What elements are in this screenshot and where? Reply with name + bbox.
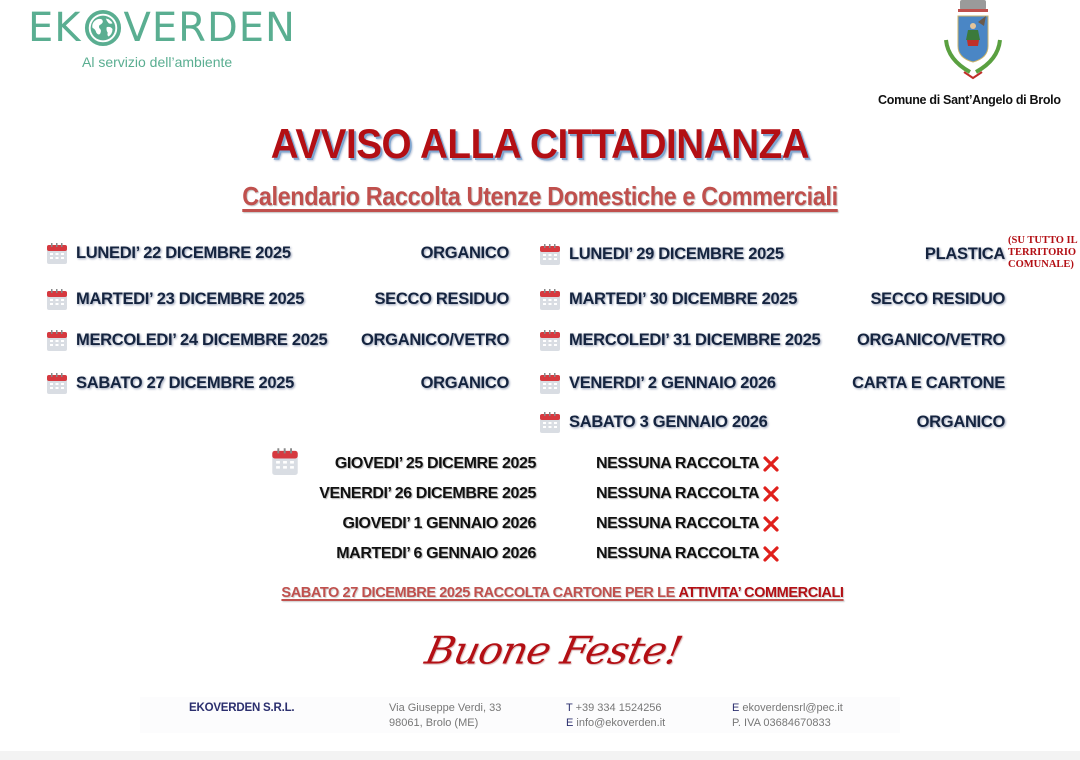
page-subtitle bbox=[54, 181, 1026, 212]
commercial-notice bbox=[0, 585, 1080, 601]
schedule-date: MARTEDI’ 23 DICEMBRE 2025 bbox=[76, 289, 305, 308]
no-collection-date: GIOVEDI’ 25 DICEMRE 2025 bbox=[334, 455, 536, 472]
plastica-note: (SU TUTTO IL TERRITORIO COMUNALE) bbox=[1008, 235, 1078, 270]
calendar-icon bbox=[47, 329, 67, 351]
calendar-icon bbox=[47, 242, 67, 264]
cross-icon bbox=[762, 485, 780, 503]
calendar-icon bbox=[540, 372, 560, 394]
ekoverden-logo bbox=[28, 4, 296, 52]
waste-type: ORGANICO bbox=[420, 373, 509, 392]
status-text: NESSUNA RACCOLTA bbox=[596, 545, 760, 562]
schedule-row bbox=[540, 287, 1005, 311]
footer-pec[interactable]: ekoverdensrl@pec.it bbox=[742, 702, 843, 714]
calendar-icon bbox=[540, 243, 560, 265]
no-collection-status bbox=[596, 515, 780, 533]
schedule-row bbox=[540, 328, 1005, 352]
calendar-icon bbox=[540, 411, 560, 433]
footer-legal bbox=[732, 701, 843, 731]
address-line-1: Via Giuseppe Verdi, 33 bbox=[389, 702, 502, 714]
schedule-date: LUNEDI’ 22 DICEMBRE 2025 bbox=[76, 243, 291, 262]
no-collection-date: GIOVEDI’ 1 GENNAIO 2026 bbox=[342, 515, 536, 532]
bottom-strip bbox=[0, 751, 1080, 760]
schedule-date: LUNEDI’ 29 DICEMBRE 2025 bbox=[569, 244, 784, 263]
footer-company: EKOVERDEN S.R.L. bbox=[189, 702, 295, 714]
no-collection-date: MARTEDI’ 6 GENNAIO 2026 bbox=[336, 545, 536, 562]
schedule-row bbox=[47, 287, 509, 311]
cross-icon bbox=[762, 545, 780, 563]
greeting: Buone Feste! bbox=[421, 629, 686, 673]
commercial-notice-prefix: SABATO 27 DICEMBRE 2025 RACCOLTA CARTONE PER LE bbox=[281, 585, 679, 601]
footer-vat: P. IVA 03684670833 bbox=[732, 717, 831, 729]
status-text: NESSUNA RACCOLTA bbox=[596, 455, 760, 472]
footer-contacts bbox=[566, 701, 665, 731]
calendar-icon bbox=[540, 329, 560, 351]
address-line-2: 98061, Brolo (ME) bbox=[389, 717, 479, 729]
pec-label: E bbox=[732, 702, 740, 714]
waste-type: PLASTICA bbox=[924, 244, 1005, 263]
brand-left: EK bbox=[28, 5, 82, 51]
schedule-row bbox=[47, 328, 509, 352]
schedule-date: VENERDI’ 2 GENNAIO 2026 bbox=[569, 373, 776, 392]
footer-email[interactable]: info@ekoverden.it bbox=[576, 717, 666, 729]
status-text: NESSUNA RACCOLTA bbox=[596, 485, 760, 502]
phone-label: T bbox=[566, 702, 573, 714]
waste-type: CARTA E CARTONE bbox=[852, 373, 1005, 392]
waste-type: SECCO RESIDUO bbox=[870, 289, 1005, 308]
municipal-crest-icon bbox=[938, 0, 1008, 88]
calendar-icon bbox=[540, 288, 560, 310]
cross-icon bbox=[762, 455, 780, 473]
footer-address bbox=[389, 701, 501, 731]
schedule-row bbox=[47, 371, 509, 395]
calendar-icon bbox=[47, 372, 67, 394]
schedule-date: SABATO 3 GENNAIO 2026 bbox=[569, 412, 768, 431]
status-text: NESSUNA RACCOLTA bbox=[596, 515, 760, 532]
comune-name: Comune di Sant’Angelo di Brolo bbox=[878, 93, 1061, 107]
schedule-row bbox=[540, 371, 1005, 395]
footer-phone[interactable]: +39 334 1524256 bbox=[575, 702, 662, 714]
globe-icon bbox=[84, 9, 122, 47]
schedule-date: MERCOLEDI’ 24 DICEMBRE 2025 bbox=[76, 330, 328, 349]
schedule-row bbox=[540, 410, 1005, 434]
waste-type: ORGANICO/VETRO bbox=[361, 330, 509, 349]
schedule-date: SABATO 27 DICEMBRE 2025 bbox=[76, 373, 295, 392]
waste-type: SECCO RESIDUO bbox=[374, 289, 509, 308]
page-title: AVVISO ALLA CITTADINANZA bbox=[270, 120, 810, 167]
calendar-icon bbox=[47, 288, 67, 310]
no-collection-status bbox=[596, 455, 780, 473]
no-collection-date: VENERDI’ 26 DICEMBRE 2025 bbox=[319, 485, 536, 502]
commercial-notice-emphasis: ATTIVITA’ COMMERCIALI bbox=[678, 585, 844, 601]
email-label: E bbox=[566, 717, 574, 729]
brand-right: VERDEN bbox=[123, 5, 296, 51]
waste-type: ORGANICO bbox=[420, 243, 509, 262]
tagline: Al servizio dell’ambiente bbox=[82, 54, 233, 70]
schedule-date: MERCOLEDI’ 31 DICEMBRE 2025 bbox=[569, 330, 821, 349]
schedule-row bbox=[540, 242, 1005, 266]
subtitle-text: Calendario Raccolta Utenze Domestiche e Commerciali bbox=[242, 181, 838, 211]
schedule-date: MARTEDI’ 30 DICEMBRE 2025 bbox=[569, 289, 798, 308]
waste-type: ORGANICO bbox=[916, 412, 1005, 431]
cross-icon bbox=[762, 515, 780, 533]
waste-type: ORGANICO/VETRO bbox=[857, 330, 1005, 349]
no-collection-status bbox=[596, 545, 780, 563]
no-collection-status bbox=[596, 485, 780, 503]
schedule-row bbox=[47, 241, 509, 265]
